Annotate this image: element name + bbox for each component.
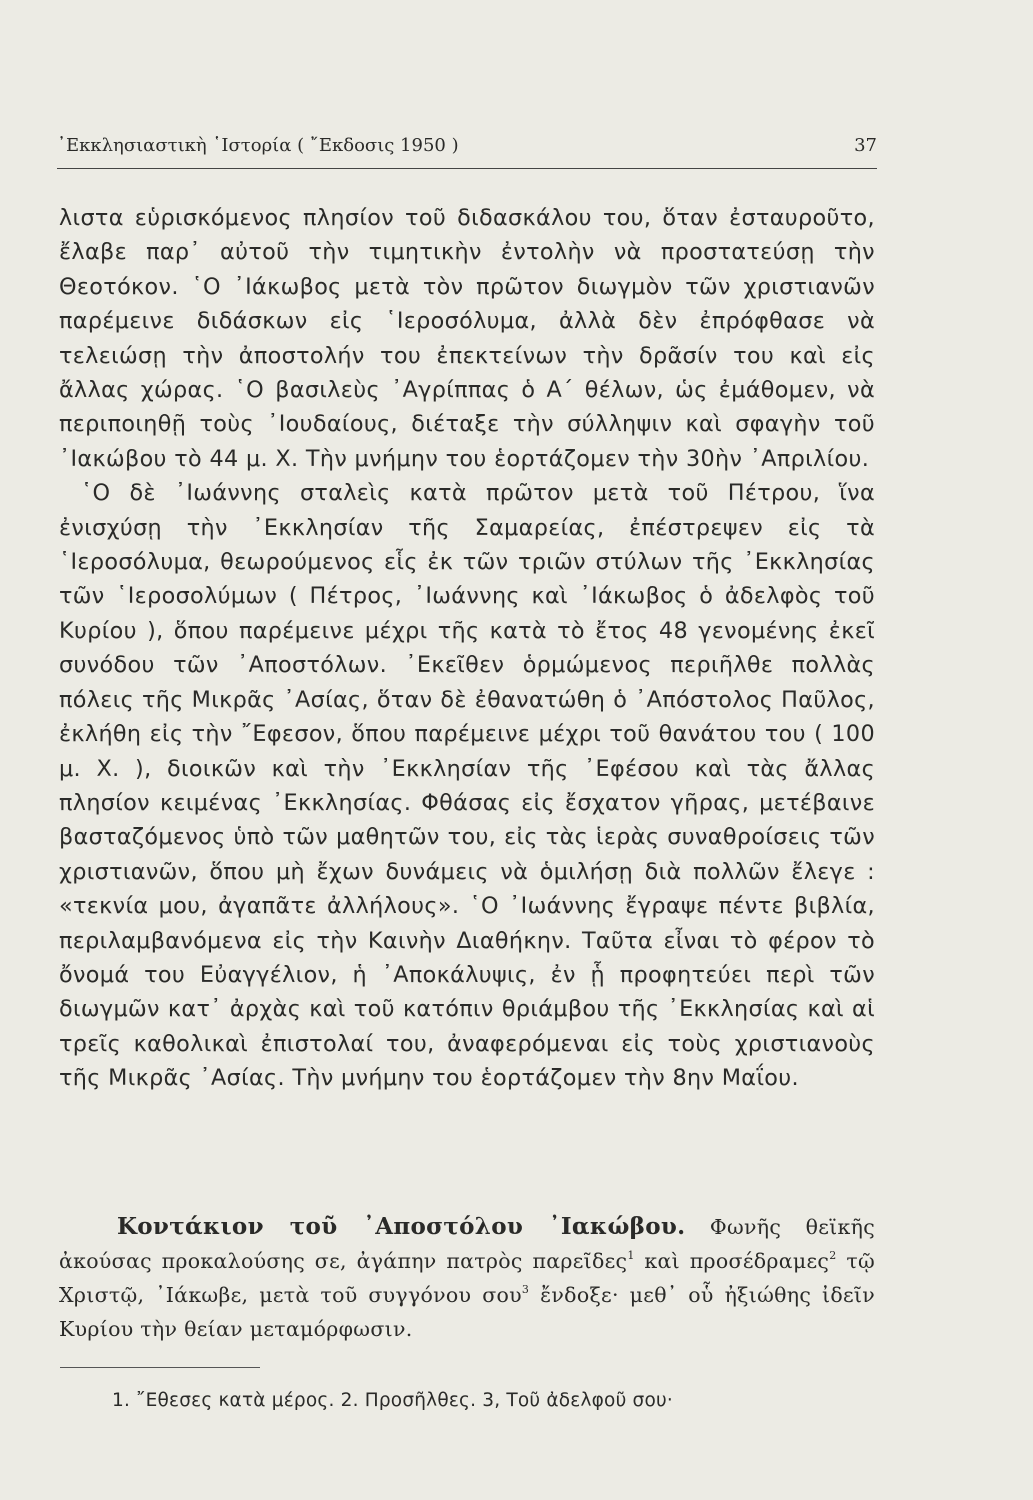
main-text (59, 201, 875, 1096)
page-number: 37 (854, 135, 877, 156)
kontakion-text: τῷ Χριστῷ, ᾿Ιάκωβε, μετὰ τοῦ συγγόνου σου (59, 1249, 875, 1307)
footnote-ref: 1 (627, 1249, 635, 1262)
kontakion-text: καὶ προσέδραμες (644, 1249, 830, 1273)
header-rule (57, 168, 877, 169)
kontakion-text: Φωνῆς θεϊκῆς ἀκούσας προκαλούσης σε, ἀγάπην πατρὸς παρεῖδες (59, 1215, 875, 1273)
kontakion-text: ἔνδοξε· μεθ᾿ οὗ ἠξιώθης ἰδεῖν Κυρίου τὴν θείαν μεταμόρφωσιν. (59, 1283, 875, 1341)
running-header (57, 131, 877, 161)
footnotes: 1. ῎Εθεσες κατὰ μέρος. 2. Προσῆλθες. 3, Τοῦ ἀδελφοῦ σου· (112, 1390, 673, 1411)
footnote-rule (60, 1367, 260, 1368)
paragraph: λιστα εὑρισκόμενος πλησίον τοῦ διδασκάλου του, ὅταν ἐσταυροῦτο, ἔλαβε παρ᾿ αὐτοῦ τὴν τιμητικὴν ἐντολὴν νὰ προστατεύσῃ τὴν Θεοτόκον. ῾Ο ᾿Ιάκωβος μετὰ τὸν πρῶτον διωγμὸν τῶν χριστιανῶν παρέμεινε διδάσκων εἰς ῾Ιεροσόλυμα, ἀλλὰ δὲν ἐπρόφθασε νὰ τελειώσῃ τὴν ἀποστολήν του ἐπεκτείνων τὴν δρᾶσίν του καὶ εἰς ἄλλας χώρας. ῾Ο βασιλεὺς ᾿Αγρίππας ὁ Α΄ θέλων, ὡς ἐμάθομεν, νὰ περιποιηθῇ τοὺς ᾿Ιουδαίους, διέταξε τὴν σύλληψιν καὶ σφαγὴν τοῦ ᾿Ιακώβου τὸ 44 μ. Χ. Τὴν μνήμην του ἑορτάζομεν τὴν 30ὴν ᾿Απριλίου. (59, 205, 875, 472)
header-title: ᾿Εκκλησιαστικὴ ῾Ιστορία ( ῎Εκδοσις 1950 ) (57, 135, 459, 156)
kontakion-paragraph (59, 1210, 875, 1346)
paragraph: ῾Ο δὲ ᾿Ιωάννης σταλεὶς κατὰ πρῶτον μετὰ τοῦ Πέτρου, ἵνα ἐνισχύσῃ τὴν ᾿Εκκλησίαν τῆς Σαμαρείας, ἐπέστρεψεν εἰς τὰ ῾Ιεροσόλυμα, θεωρούμενος εἷς ἐκ τῶν τριῶν στύλων τῆς ᾿Εκκλησίας τῶν ῾Ιεροσολύμων ( Πέτρος, ᾿Ιωάννης καὶ ᾿Ιάκωβος ὁ ἀδελφὸς τοῦ Κυρίου ), ὅπου παρέμεινε μέχρι τῆς κατὰ τὸ ἔτος 48 γενομένης ἐκεῖ συνόδου τῶν ᾿Αποστόλων. ᾿Εκεῖθεν ὁρμώμενος περιῆλθε πολλὰς πόλεις τῆς Μικρᾶς ᾿Ασίας, ὅταν δὲ ἐθανατώθη ὁ ᾿Απόστολος Παῦλος, ἐκλήθη εἰς τὴν ῎Εφεσον, ὅπου παρέμεινε μέχρι τοῦ θανάτου του ( 100 μ. Χ. ), διοικῶν καὶ τὴν ᾿Εκκλησίαν τῆς ᾿Εφέσου καὶ τὰς ἄλλας πλησίον κειμένας ᾿Εκκλησίας. Φθάσας εἰς ἔσχατον γῆρας, μετέβαινε βασταζόμενος ὑπὸ τῶν μαθητῶν του, εἰς τὰς ἱερὰς συναθροίσεις τῶν χριστιανῶν, ὅπου μὴ ἔχων δυνάμεις νὰ ὁμιλήσῃ διὰ πολλῶν ἔλεγε : «τεκνία μου, ἀγαπᾶτε ἀλλήλους». ῾Ο ᾿Ιωάννης ἔγραψε πέντε βιβλία, περιλαμβανόμενα εἰς τὴν Καινὴν Διαθήκην. Ταῦτα εἶναι τὸ φέρον τὸ ὄνομά του Εὐαγγέλιον, ἡ ᾿Αποκάλυψις, ἐν ᾗ προφητεύει περὶ τῶν διωγμῶν κατ᾿ ἀρχὰς καὶ τοῦ κατόπιν θριάμβου τῆς ᾿Εκκλησίας καὶ αἱ τρεῖς καθολικαὶ ἐπιστολαί του, ἀναφερόμεναι εἰς τοὺς χριστιανοὺς τῆς Μικρᾶς ᾿Ασίας. Τὴν μνήμην του ἑορτάζομεν τὴν 8ην Μαΐου. (59, 480, 875, 1092)
kontakion-title: Κοντάκιον τοῦ ᾿Αποστόλου ᾿Ιακώβου. (117, 1213, 686, 1240)
footnote-ref: 3 (521, 1283, 530, 1296)
kontakion-block (59, 1210, 875, 1346)
footnote-ref: 2 (829, 1249, 837, 1262)
